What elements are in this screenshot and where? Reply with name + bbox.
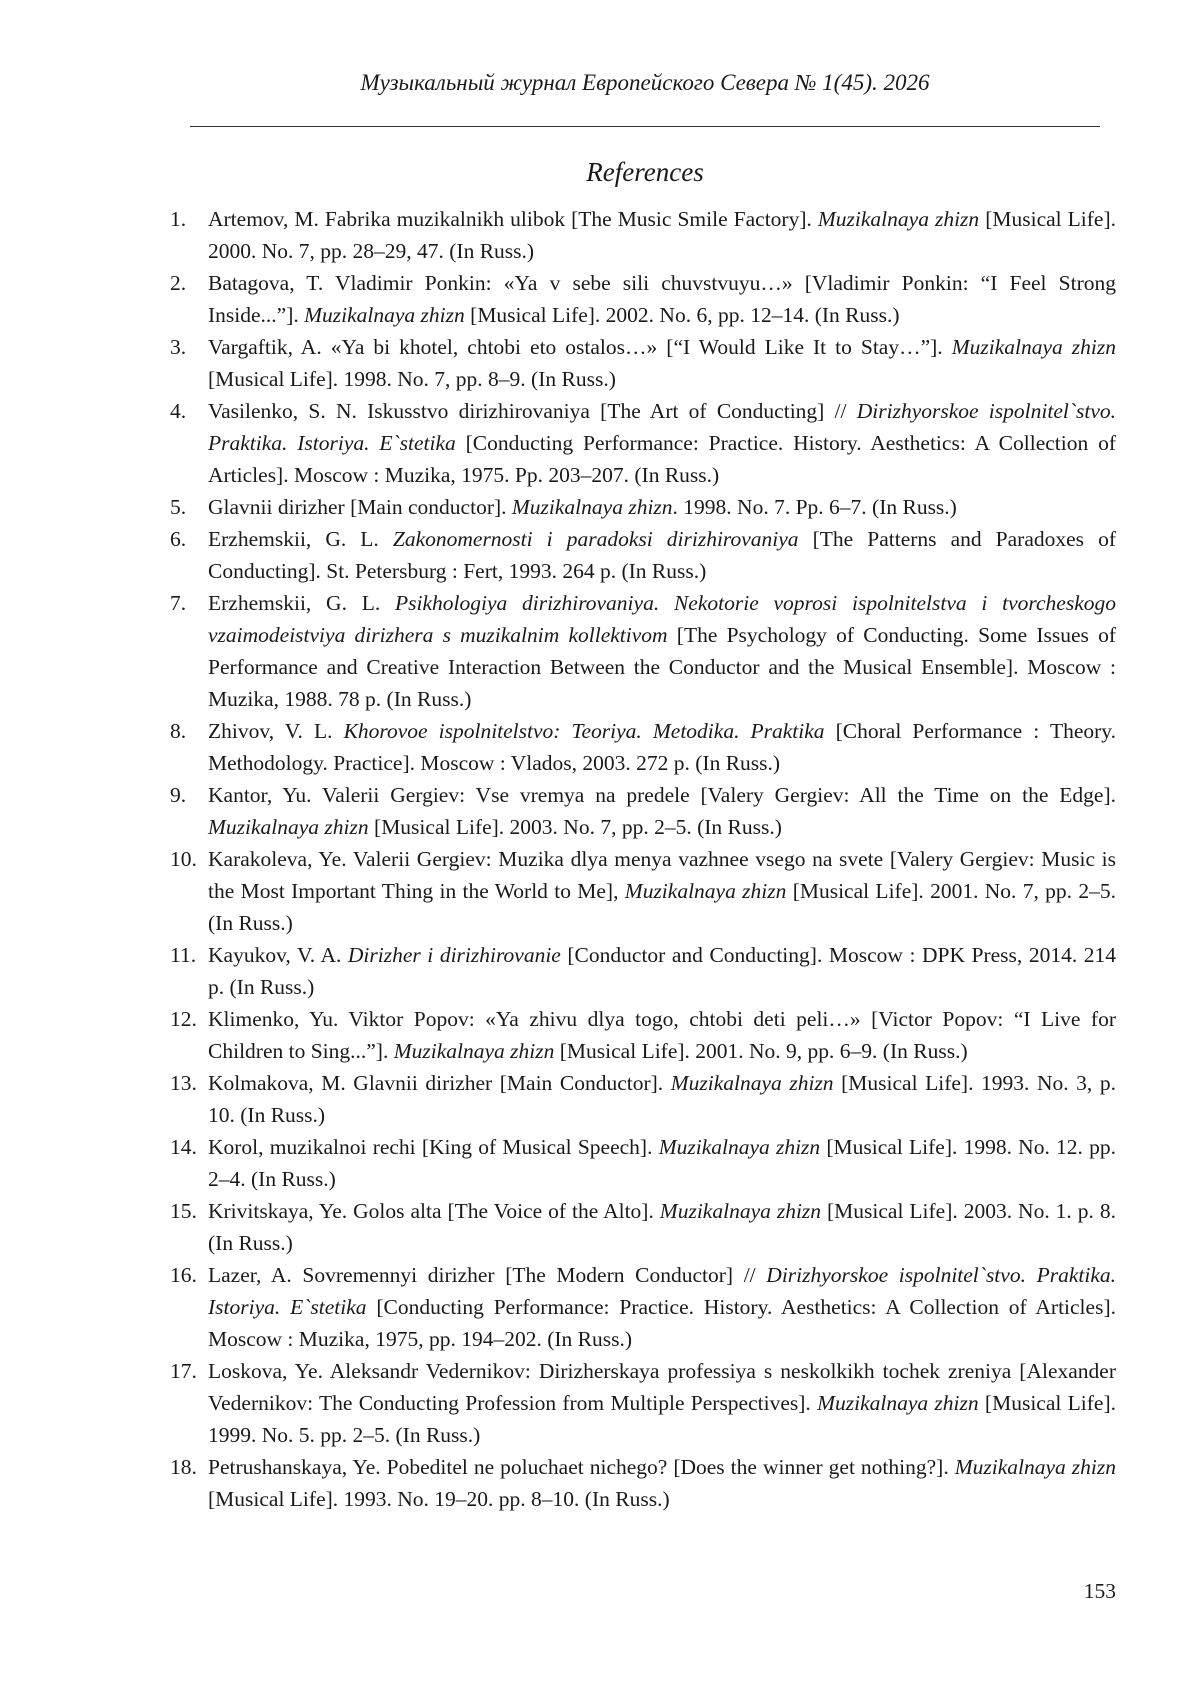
reference-text-segment: [Conducting Performance: Practice. History. Aesthetics: A Collection of Articles]. Moscow : Muzika, 1975, pp. 194–202. (In Russ.) [208,1295,1116,1351]
reference-text-segment: Kayukov, V. A. [208,943,348,967]
reference-text-segment: Lazer, A. Sovremennyi dirizher [The Modern Conductor] // [208,1263,767,1287]
reference-source-title: Dirizhyorskoe ispolnitel`stvo. Praktika. Istoriya. E`stetika [208,399,1116,455]
reference-text [208,715,1116,779]
reference-text [208,1259,1116,1355]
reference-number: 17. [170,1359,197,1383]
reference-number: 2. [170,271,187,295]
reference-item [170,1131,1116,1195]
reference-number: 18. [170,1455,197,1479]
reference-number: 14. [170,1135,197,1159]
reference-number: 9. [170,783,187,807]
reference-source-title: Muzikalnaya zhizn [817,1391,979,1415]
reference-number: 4. [170,399,187,423]
reference-text-segment: [Musical Life]. 1993. No. 19–20. pp. 8–10. (In Russ.) [208,1487,670,1511]
reference-source-title: Dirizhyorskoe ispolnitel`stvo. Praktika. Istoriya. E`stetika [208,1263,1116,1319]
reference-text-segment: Loskova, Ye. Aleksandr Vedernikov: Dirizherskaya professiya s neskolkikh tochek zreniya [Alexander Vedernikov: The Conducting Profession from Multiple Perspectives]. [208,1359,1116,1415]
reference-text [208,587,1116,715]
reference-text-segment: [Musical Life]. 2003. No. 1. p. 8. (In Russ.) [208,1199,1116,1255]
reference-text-segment: Krivitskaya, Ye. Golos alta [The Voice of the Alto]. [208,1199,660,1223]
reference-text-segment: Vasilenko, S. N. Iskusstvo dirizhirovaniya [The Art of Conducting] // [208,399,857,423]
reference-source-title: Dirizher i dirizhirovanie [347,943,561,967]
reference-text-segment: [Musical Life]. 2001. No. 9, pp. 6–9. (In Russ.) [554,1039,968,1063]
reference-number: 3. [170,335,187,359]
reference-number: 6. [170,527,187,551]
reference-text-segment: [Musical Life]. 1993. No. 3, p. 10. (In Russ.) [208,1071,1116,1127]
reference-text [208,1355,1116,1451]
reference-text-segment: [Musical Life]. 1999. No. 5. pp. 2–5. (In Russ.) [208,1391,1116,1447]
reference-text-segment: [Musical Life]. 2003. No. 7, pp. 2–5. (In Russ.) [368,815,782,839]
reference-number: 8. [170,719,187,743]
reference-text [208,203,1116,267]
reference-item [170,523,1116,587]
reference-item [170,395,1116,491]
reference-text-segment: Erzhemskii, G. L. [208,527,393,551]
reference-text [208,939,1116,1003]
reference-source-title: Muzikalnaya zhizn [208,815,369,839]
reference-text [208,267,1116,331]
reference-item [170,843,1116,939]
reference-text-segment: [Musical Life]. 2000. No. 7, pp. 28–29, 47. (In Russ.) [208,207,1116,263]
reference-item [170,1067,1116,1131]
references-heading: References [586,157,704,187]
reference-item [170,1195,1116,1259]
reference-source-title: Muzikalnaya zhizn [817,207,980,231]
reference-text-segment: [Conductor and Conducting]. Moscow : DPK Press, 2014. 214 p. (In Russ.) [208,943,1117,999]
reference-number: 10. [170,847,197,871]
reference-item [170,1355,1116,1451]
reference-text [208,1003,1116,1067]
reference-number: 5. [170,495,187,519]
reference-item [170,203,1116,267]
reference-text-segment: [The Patterns and Paradoxes of Conducting]. St. Petersburg : Fert, 1993. 264 p. (In Russ.) [208,527,1116,583]
reference-text-segment: [Choral Performance : Theory. Methodology. Practice]. Moscow : Vlados, 2003. 272 p. (In Russ.) [208,719,1117,775]
reference-text-segment: [Musical Life]. 1998. No. 7, pp. 8–9. (In Russ.) [208,367,616,391]
header-divider [190,126,1100,127]
reference-number: 11. [170,943,197,967]
reference-source-title: Muzikalnaya zhizn [670,1071,834,1095]
reference-source-title: Muzikalnaya zhizn [624,879,787,903]
reference-text [208,779,1116,843]
reference-source-title: Muzikalnaya zhizn [658,1135,821,1159]
reference-text [208,523,1116,587]
reference-text [208,491,1116,523]
reference-item [170,587,1116,715]
reference-item [170,491,1116,523]
reference-number: 16. [170,1263,197,1287]
reference-source-title: Muzikalnaya zhizn [511,495,673,519]
reference-source-title: Psikhologiya dirizhirovaniya. Nekotorie voprosi ispolnitelstva i tvorcheskogo vzaimodeistviya dirizhera s muzikalnim kollektivom [208,591,1116,647]
reference-number: 13. [170,1071,197,1095]
reference-text [208,843,1116,939]
reference-text-segment: Karakoleva, Ye. Valerii Gergiev: Muzika dlya menya vazhnee vsego na svete [Valery Gergiev: Music is the Most Important Thing in the World to Me], [208,847,1116,903]
references-list [170,203,1116,1515]
reference-text [208,1451,1116,1515]
reference-text-segment: Kolmakova, M. Glavnii dirizher [Main Conductor]. [208,1071,671,1095]
reference-text-segment: Glavnii dirizher [Main conductor]. [208,495,512,519]
reference-source-title: Khorovoe ispolnitelstvo: Teoriya. Metodika. Praktika [343,719,825,743]
reference-text-segment: Kantor, Yu. Valerii Gergiev: Vse vremya na predele [Valery Gergiev: All the Time on the Edge]. [208,783,1116,807]
reference-item [170,1451,1116,1515]
reference-source-title: Zakonomernosti i paradoksi dirizhirovaniya [392,527,799,551]
reference-source-title: Muzikalnaya zhizn [954,1455,1116,1479]
reference-text-segment: Zhivov, V. L. [208,719,344,743]
reference-text [208,1067,1116,1131]
reference-text-segment: [The Psychology of Conducting. Some Issues of Performance and Creative Interaction Between the Conductor and the Musical Ensemble]. Moscow : Muzika, 1988. 78 p. (In Russ.) [208,623,1116,711]
reference-item [170,779,1116,843]
reference-item [170,267,1116,331]
reference-source-title: Muzikalnaya zhizn [304,303,465,327]
reference-text-segment: Batagova, T. Vladimir Ponkin: «Ya v sebe sili chuvstvuyu…» [Vladimir Ponkin: “I Feel Strong Inside...”]. [208,271,1116,327]
reference-item [170,1003,1116,1067]
reference-text-segment: Erzhemskii, G. L. [208,591,396,615]
reference-text-segment: [Musical Life]. 1998. No. 12. pp. 2–4. (In Russ.) [208,1135,1116,1191]
reference-text [208,331,1116,395]
reference-text-segment: [Conducting Performance: Practice. History. Aesthetics: A Collection of Articles]. Moscow : Muzika, 1975. Pp. 203–207. (In Russ.) [208,431,1116,487]
reference-item [170,715,1116,779]
reference-text-segment: Petrushanskaya, Ye. Pobeditel ne poluchaet nichego? [Does the winner get nothing?]. [208,1455,955,1479]
reference-item [170,331,1116,395]
reference-text [208,1195,1116,1259]
reference-number: 1. [170,207,187,231]
reference-text-segment: [Musical Life]. 2001. No. 7, pp. 2–5. (In Russ.) [208,879,1116,935]
reference-text-segment: Vargaftik, A. «Ya bi khotel, chtobi eto ostalos…» [“I Would Like It to Stay…”]. [208,335,952,359]
reference-text-segment: . 1998. No. 7. Pp. 6–7. (In Russ.) [672,495,957,519]
reference-text-segment: Klimenko, Yu. Viktor Popov: «Ya zhivu dlya togo, chtobi deti peli…» [Victor Popov: “I Live for Children to Sing...”]. [208,1007,1116,1063]
reference-source-title: Muzikalnaya zhizn [951,335,1116,359]
reference-text [208,1131,1116,1195]
reference-item [170,1259,1116,1355]
reference-text [208,395,1116,491]
reference-number: 12. [170,1007,197,1031]
reference-text-segment: [Musical Life]. 2002. No. 6, pp. 12–14. (In Russ.) [464,303,900,327]
reference-item [170,939,1116,1003]
reference-source-title: Muzikalnaya zhizn [393,1039,555,1063]
page-number: 153 [1083,1579,1116,1603]
reference-number: 15. [170,1199,197,1223]
reference-number: 7. [170,591,187,615]
reference-source-title: Muzikalnaya zhizn [659,1199,822,1223]
running-header: Музыкальный журнал Европейского Севера № 1(45). 2026 [360,70,930,95]
reference-text-segment: Korol, muzikalnoi rechi [King of Musical Speech]. [208,1135,659,1159]
reference-text-segment: Artemov, M. Fabrika muzikalnikh ulibok [The Music Smile Factory]. [208,207,818,231]
